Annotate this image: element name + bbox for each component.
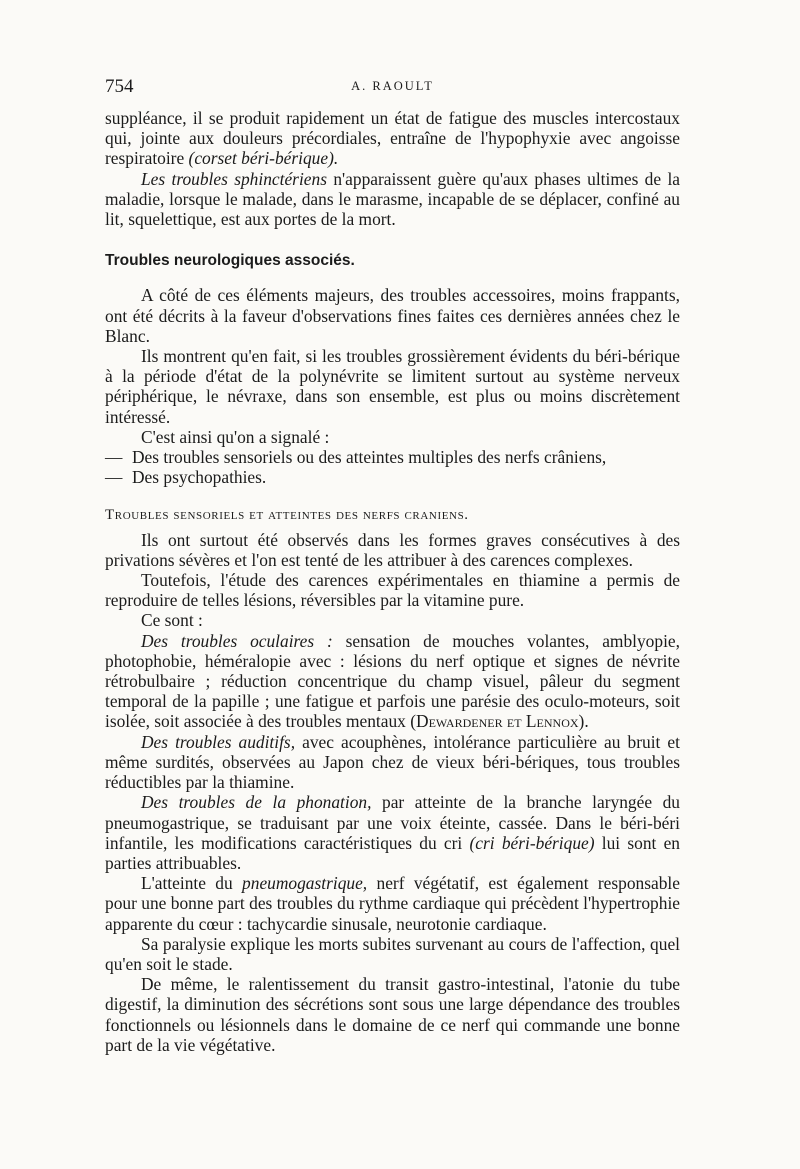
paragraph-text: sensation de mouches volantes, amblyopie, photophobie, héméralopie avec : lésions du nerf optique et signes de névrite rétrobulbaire ; réduction concentrique du champ visuel, pâleur du segment temporal de la papille ; une fatigue et parfois une parésie des oculo-moteurs, soit isolée, soit associée à des troubles mentaux ( xyxy=(105,630,680,732)
paragraph-text: ). xyxy=(578,711,589,732)
paragraph-text: nerf végétatif, est également responsable pour une bonne part des troubles du rythme cardiaque qui précèdent l'hypertrophie apparente du cœur : tachycardie sinusale, neurotonie cardiaque. xyxy=(105,873,680,934)
paragraph-11 xyxy=(105,792,680,873)
list-dash: — xyxy=(105,467,123,488)
paragraph-6: Ils ont surtout été observés dans les formes graves consécutives à des privations sévères et l'on est tenté de les attribuer à des carences complexes. xyxy=(105,529,680,570)
author-citation: Dewardener et Lennox xyxy=(416,711,579,732)
italic-term: Des troubles de la phonation, xyxy=(141,792,372,813)
subsection-heading: Troubles sensoriels et atteintes des nerfs craniens. xyxy=(105,507,469,524)
page-header xyxy=(105,76,680,100)
list-dash: — xyxy=(105,447,123,468)
paragraph-text: avec acouphènes, intolérance particulière au bruit et même surdités, observées au Japon chez de vieux béri-bériques, tous troubles réductibles par la thiamine. xyxy=(105,731,680,793)
paragraph-7: Toutefois, l'étude des carences expérimentales en thiamine a permis de reproduire de telles lésions, réversibles par la vitamine pure. xyxy=(105,570,680,611)
paragraph-10 xyxy=(105,732,680,793)
paragraph-5: C'est ainsi qu'on a signalé : xyxy=(141,426,330,447)
running-head: A. RAOULT xyxy=(351,79,434,93)
italic-term: Des troubles oculaires : xyxy=(141,630,333,651)
paragraph-text: suppléance, il se produit rapidement un état de fatigue des muscles intercostaux qui, jointe aux douleurs précordiales, entraîne de l'hypophyxie avec angoisse respiratoire xyxy=(105,108,680,169)
italic-term: (corset béri-bérique). xyxy=(188,148,339,169)
list-item-text: Des troubles sensoriels ou des atteintes multiples des nerfs crâniens, xyxy=(132,447,607,468)
italic-term: Les troubles sphinctériens xyxy=(141,168,327,189)
italic-term: Des troubles auditifs, xyxy=(141,731,296,752)
paragraph-text: n'apparaissent guère qu'aux phases ultimes de la maladie, lorsque le malade, dans le marasme, incapable de se déplacer, confiné au lit, squelettique, est aux portes de la mort. xyxy=(105,168,681,230)
paragraph-12 xyxy=(105,873,680,934)
paragraph-8: Ce sont : xyxy=(141,610,203,631)
list-item xyxy=(105,467,680,487)
page-number: 754 xyxy=(105,76,134,97)
paragraph-4: Ils montrent qu'en fait, si les troubles grossièrement évidents du béri-bérique à la période d'état de la polynévrite se limitent surtout au système nerveux périphérique, le névraxe, dans son ensemble, est plus ou moins discrètement intéressé. xyxy=(105,346,680,427)
paragraph-2 xyxy=(105,169,680,230)
paragraph-1 xyxy=(105,108,680,169)
paragraph-13: Sa paralysie explique les morts subites survenant au cours de l'affection, quel qu'en soit le stade. xyxy=(105,933,680,974)
article-body xyxy=(105,108,680,1055)
list-item xyxy=(105,447,680,467)
paragraph-text: lui sont en parties attribuables. xyxy=(105,832,680,873)
list-item-text: Des psychopathies. xyxy=(132,467,267,488)
paragraph-9 xyxy=(105,631,680,732)
paragraph-text: par atteinte de la branche laryngée du pneumogastrique, se traduisant par une voix éteinte, cassée. Dans le béri-béri infantile, les modifications caractéristiques du cri xyxy=(105,792,680,853)
italic-term: pneumogastrique, xyxy=(242,873,368,894)
paragraph-14: De même, le ralentissement du transit gastro-intestinal, l'atonie du tube digestif, la diminution des sécrétions sont sous une large dépendance des troubles fonctionnels ou lésionnels dans le domaine de ce nerf qui commande une bonne part de la vie végétative. xyxy=(105,974,680,1055)
italic-term: (cri béri-bérique) xyxy=(469,832,595,853)
paragraph-3: A côté de ces éléments majeurs, des troubles accessoires, moins frappants, ont été décrits à la faveur d'observations fines faites ces dernières années chez le Blanc. xyxy=(105,285,680,346)
paragraph-text: L'atteinte du xyxy=(141,873,243,894)
section-heading: Troubles neurologiques associés. xyxy=(105,252,355,270)
